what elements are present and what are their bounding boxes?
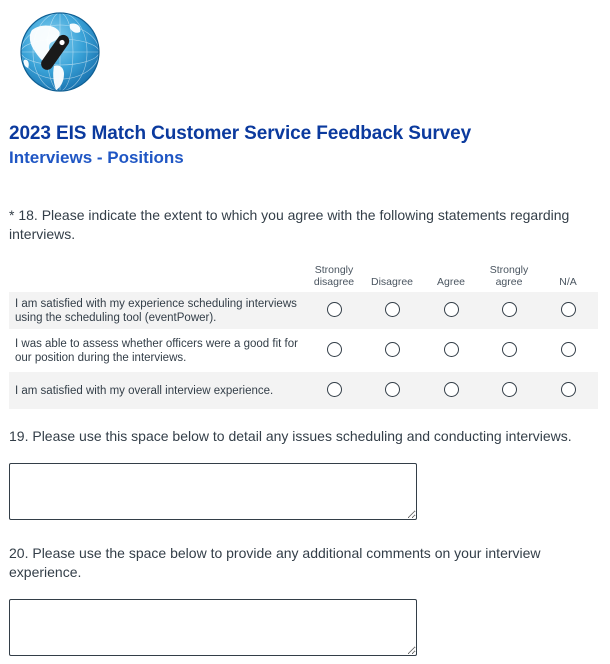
question-19-text: 19. Please use this space below to detail any issues scheduling and conducting interviews.: [9, 428, 572, 444]
matrix-header: [9, 262, 598, 292]
radio-disagree[interactable]: [385, 382, 400, 397]
radio-strongly-agree[interactable]: [502, 382, 517, 397]
column-header-strongly-agree: Strongly agree: [489, 264, 529, 288]
column-header-agree: Agree: [436, 276, 466, 288]
row-statement: I am satisfied with my experience scheduling interviews using the scheduling tool (eventPower).: [15, 297, 297, 324]
radio-strongly-agree[interactable]: [502, 342, 517, 357]
radio-na[interactable]: [561, 302, 576, 317]
radio-disagree[interactable]: [385, 342, 400, 357]
page-subtitle: Interviews - Positions: [9, 148, 184, 167]
radio-strongly-disagree[interactable]: [327, 342, 342, 357]
radio-strongly-disagree[interactable]: [327, 302, 342, 317]
radio-disagree[interactable]: [385, 302, 400, 317]
survey-title: 2023 EIS Match Customer Service Feedback Survey: [9, 123, 472, 144]
radio-strongly-disagree[interactable]: [327, 382, 342, 397]
question-18-matrix: [9, 262, 598, 412]
matrix-row-overall-experience: [9, 372, 598, 409]
matrix-row-scheduling-tool: [9, 292, 598, 329]
radio-agree[interactable]: [444, 382, 459, 397]
radio-agree[interactable]: [444, 342, 459, 357]
row-statement: I was able to assess whether officers were a good fit for our position during the interviews.: [15, 337, 298, 364]
question-20-textarea[interactable]: [9, 599, 417, 656]
radio-agree[interactable]: [444, 302, 459, 317]
question-19-textarea[interactable]: [9, 463, 417, 520]
question-18-text: * 18. Please indicate the extent to which you agree with the following statements regarding interviews.: [9, 207, 570, 242]
radio-na[interactable]: [561, 382, 576, 397]
row-statement: I am satisfied with my overall interview experience.: [15, 384, 274, 397]
column-header-na: N/A: [559, 276, 577, 288]
globe-logo-icon: [18, 10, 102, 94]
radio-strongly-agree[interactable]: [502, 302, 517, 317]
matrix-row-assess-fit: [9, 332, 598, 369]
question-20-text: 20. Please use the space below to provide any additional comments on your interview experience.: [9, 545, 541, 580]
radio-na[interactable]: [561, 342, 576, 357]
column-header-disagree: Disagree: [370, 276, 414, 288]
column-header-strongly-disagree: Strongly disagree: [313, 264, 355, 288]
